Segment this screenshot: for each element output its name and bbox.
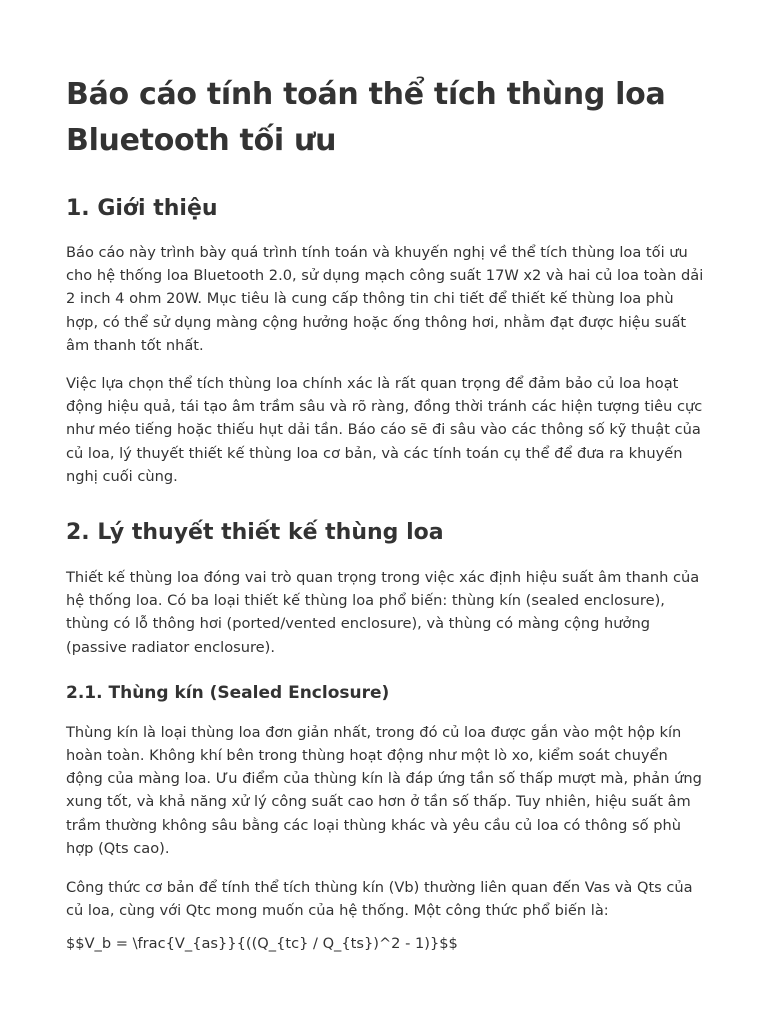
paragraph: Thùng kín là loại thùng loa đơn giản nhất, trong đó củ loa được gắn vào một hộp kín hoàn toàn. Không khí bên trong thùng hoạt động như một lò xo, kiểm soát chuyển động của màng loa. Ưu điểm của thùng kín là đáp ứng tần số thấp mượt mà, phản ứng xung tốt, và khả năng xử lý công suất cao hơn ở tần số thấp. Tuy nhiên, hiệu suất âm trầm thường không sâu bằng các loại thùng khác và yêu cầu củ loa có thông số phù hợp (Qts cao). [66,723,702,857]
formula-text: $$V_b = \frac{V_{as}}{((Q_{tc} / Q_{ts})^2 - 1)}$$ [66,935,458,953]
paragraph: Việc lựa chọn thể tích thùng loa chính xác là rất quan trọng để đảm bảo củ loa hoạt động hiệu quả, tái tạo âm trầm sâu và rõ ràng, đồng thời tránh các hiện tượng tiêu cực như méo tiếng hoặc thiếu hụt dải tần. Báo cáo sẽ đi sâu vào các thông số kỹ thuật của củ loa, lý thuyết thiết kế thùng loa cơ bản, và các tính toán cụ thể để đưa ra khuyến nghị cuối cùng. [66,375,703,485]
paragraph: Công thức cơ bản để tính thể tích thùng kín (Vb) thường liên quan đến Vas và Qts của củ loa, cùng với Qtc mong muốn của hệ thống. Một công thức phổ biến là: [66,879,693,920]
subsection-heading-sealed-enclosure: 2.1. Thùng kín (Sealed Enclosure) [66,682,390,703]
paragraph: Thiết kế thùng loa đóng vai trò quan trọng trong việc xác định hiệu suất âm thanh của hệ thống loa. Có ba loại thiết kế thùng loa phổ biến: thùng kín (sealed enclosure), thùng có lỗ thông hơi (ported/vented enclosure), và thùng có màng cộng hưởng (passive radiator enclosure). [66,569,700,656]
paragraph: Báo cáo này trình bày quá trình tính toán và khuyến nghị về thể tích thùng loa tối ưu cho hệ thống loa Bluetooth 2.0, sử dụng mạch công suất 17W x2 và hai củ loa toàn dải 2 inch 4 ohm 20W. Mục tiêu là cung cấp thông tin chi tiết để thiết kế thùng loa phù hợp, có thể sử dụng màng cộng hưởng hoặc ống thông hơi, nhằm đạt được hiệu suất âm thanh tốt nhất. [66,244,704,354]
document-title: Báo cáo tính toán thể tích thùng loa Bluetooth tối ưu [66,77,666,158]
section-heading-introduction: 1. Giới thiệu [66,196,218,221]
section-heading-enclosure-theory: 2. Lý thuyết thiết kế thùng loa [66,520,444,546]
